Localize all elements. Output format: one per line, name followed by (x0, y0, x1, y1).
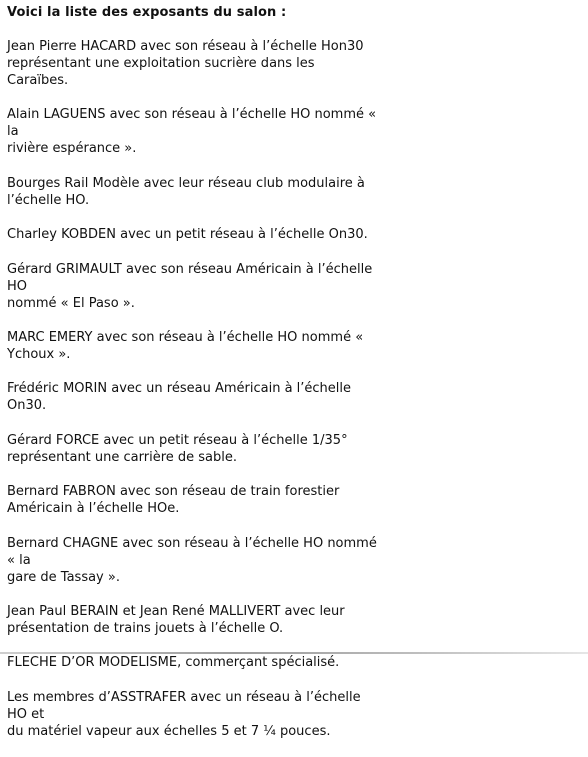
exhibitor-entry: FLECHE D’OR MODELISME, commerçant spécialisé. (7, 655, 340, 671)
exhibitor-entry: Bernard CHAGNE avec son réseau à l’échelle HO nommé « la gare de Tassay ». (7, 535, 377, 585)
exhibitor-entry: Les membres d’ASSTRAFER avec un réseau à l’échelle HO et du matériel vapeur aux échelles 5 et 7 ¼ pouces. (7, 689, 361, 739)
exhibitor-entry: Gérard FORCE avec un petit réseau à l’échelle 1/35° représentant une carrière de sable. (7, 432, 348, 465)
exhibitor-entry: Alain LAGUENS avec son réseau à l’échelle HO nommé « la rivière espérance ». (7, 107, 377, 157)
exhibitor-entry: Charley KOBDEN avec un petit réseau à l’échelle On30. (7, 227, 368, 243)
exhibitor-entry: Jean Pierre HACARD avec son réseau à l’échelle Hon30 représentant une exploitation sucrière dans les Caraïbes. (7, 39, 364, 88)
exhibitor-list (7, 38, 379, 757)
exhibitor-entry: MARC EMERY avec son réseau à l’échelle HO nommé « Ychoux ». (7, 329, 364, 362)
page-heading: Voici la liste des exposants du salon : (7, 5, 287, 20)
exhibitor-entry: Frédéric MORIN avec un réseau Américain à l’échelle On30. (7, 381, 352, 414)
exhibitor-entry: Bernard FABRON avec son réseau de train forestier Américain à l’échelle HOe. (7, 484, 340, 517)
exhibitor-entry: Jean Paul BERAIN et Jean René MALLIVERT avec leur présentation de trains jouets à l’échelle O. (7, 603, 345, 636)
scan-edge-divider (0, 652, 588, 654)
exhibitor-entry: Bourges Rail Modèle avec leur réseau club modulaire à l’échelle HO. (7, 175, 365, 208)
exhibitor-entry: Gérard GRIMAULT avec son réseau Américain à l’échelle HO nommé « El Paso ». (7, 261, 373, 311)
